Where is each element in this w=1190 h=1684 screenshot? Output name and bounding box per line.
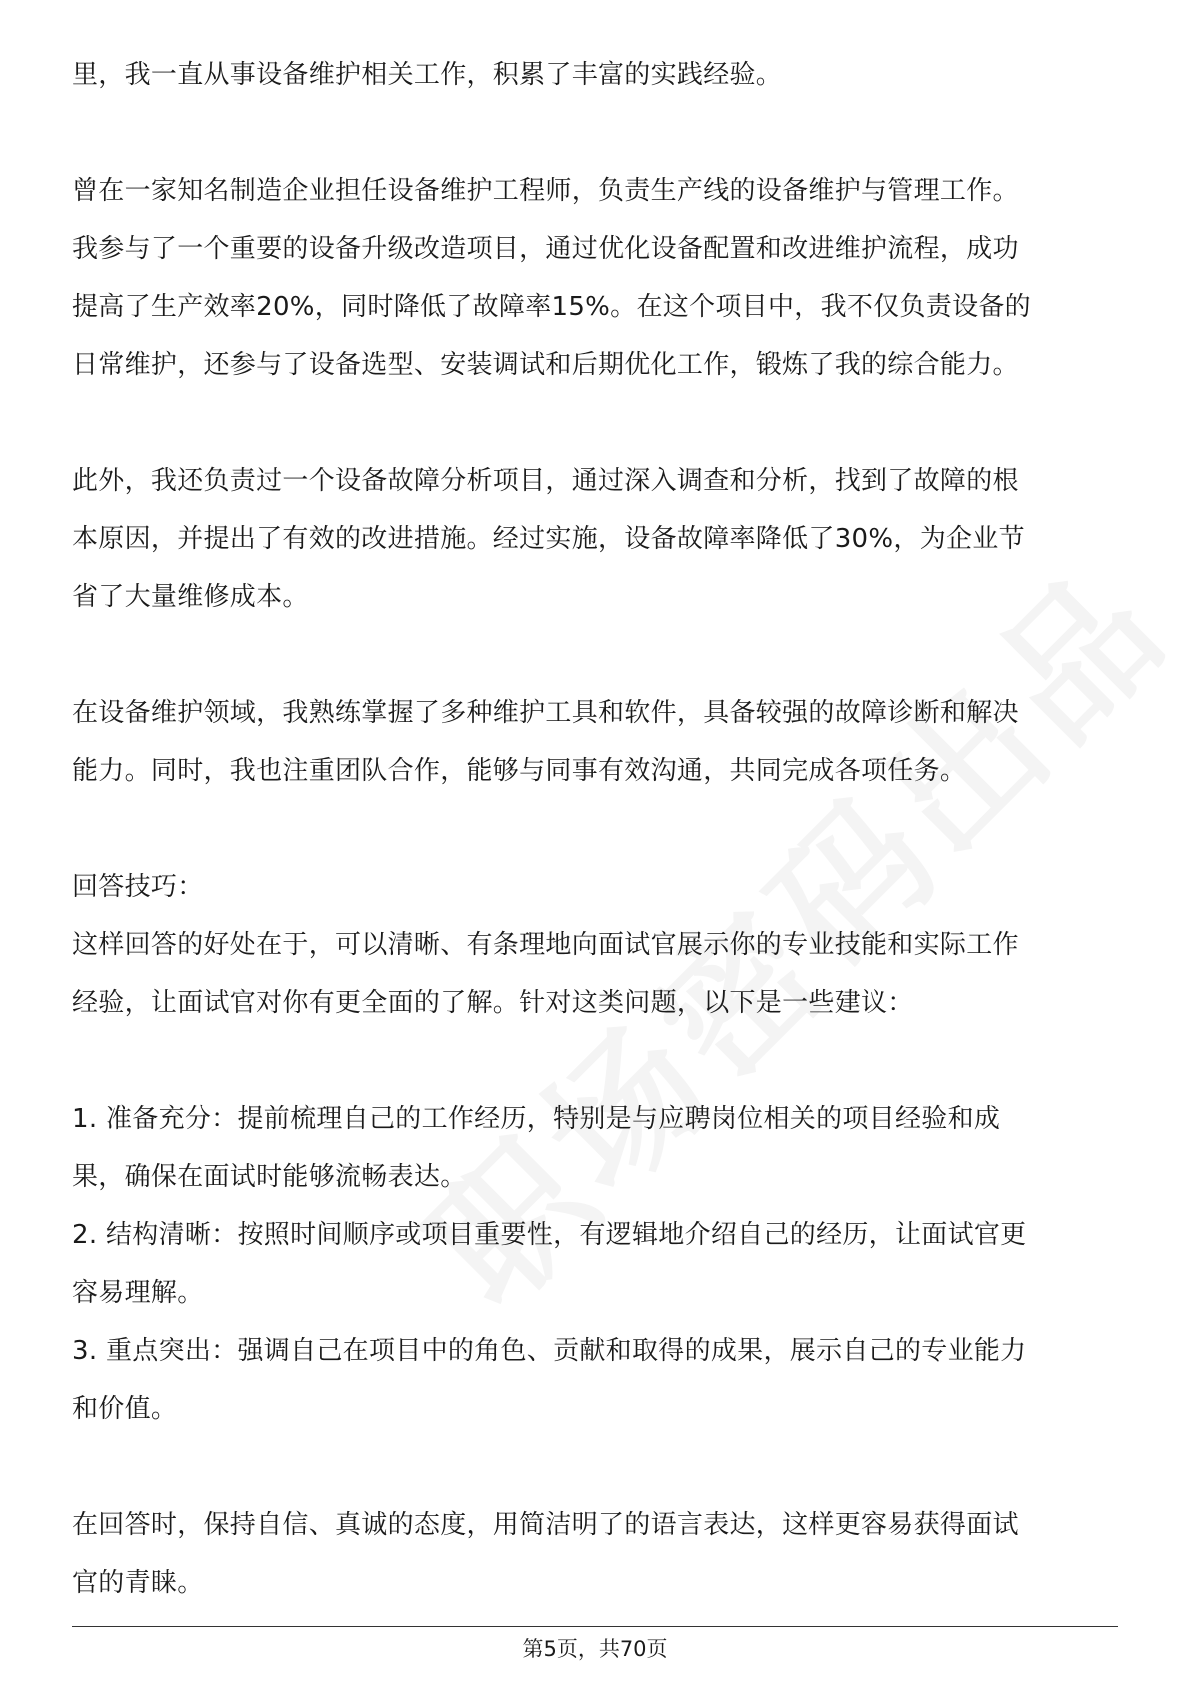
text-line: 能力。同时，我也注重团队合作，能够与同事有效沟通，共同完成各项任务。	[72, 756, 967, 786]
text-line: 本原因，并提出了有效的改进措施。经过实施，设备故障率降低了30%，为企业节	[72, 524, 1025, 554]
list-item-continuation: 容易理解。	[72, 1278, 204, 1308]
text-line: 此外，我还负责过一个设备故障分析项目，通过深入调查和分析，找到了故障的根	[72, 466, 1019, 496]
text-line: 省了大量维修成本。	[72, 582, 309, 612]
text-line: 官的青睐。	[72, 1568, 204, 1598]
document-body	[72, 46, 1118, 1612]
text-line: 我参与了一个重要的设备升级改造项目，通过优化设备配置和改进维护流程，成功	[72, 234, 1019, 264]
text-line: 在回答时，保持自信、真诚的态度，用简洁明了的语言表达，这样更容易获得面试	[72, 1510, 1019, 1540]
page-number: 第5页，共70页	[522, 1637, 668, 1661]
text-line: 经验，让面试官对你有更全面的了解。针对这类问题，以下是一些建议：	[72, 988, 914, 1018]
list-item-continuation: 果，确保在面试时能够流畅表达。	[72, 1162, 467, 1192]
list-item: 2. 结构清晰：按照时间顺序或项目重要性，有逻辑地介绍自己的经历，让面试官更	[72, 1220, 1027, 1250]
text-line: 在设备维护领域，我熟练掌握了多种维护工具和软件，具备较强的故障诊断和解决	[72, 698, 1019, 728]
list-item: 1. 准备充分：提前梳理自己的工作经历，特别是与应聘岗位相关的项目经验和成	[72, 1104, 1001, 1134]
text-line: 提高了生产效率20%，同时降低了故障率15%。在这个项目中，我不仅负责设备的	[72, 292, 1031, 322]
footer-divider	[72, 1626, 1118, 1627]
text-line: 这样回答的好处在于，可以清晰、有条理地向面试官展示你的专业技能和实际工作	[72, 930, 1019, 960]
list-item: 3. 重点突出：强调自己在项目中的角色、贡献和取得的成果，展示自己的专业能力	[72, 1336, 1027, 1366]
text-line: 里，我一直从事设备维护相关工作，积累了丰富的实践经验。	[72, 60, 783, 90]
section-heading: 回答技巧：	[72, 872, 204, 902]
text-line: 日常维护，还参与了设备选型、安装调试和后期优化工作，锻炼了我的综合能力。	[72, 350, 1019, 380]
text-line: 曾在一家知名制造企业担任设备维护工程师，负责生产线的设备维护与管理工作。	[72, 176, 1019, 206]
list-item-continuation: 和价值。	[72, 1394, 178, 1424]
